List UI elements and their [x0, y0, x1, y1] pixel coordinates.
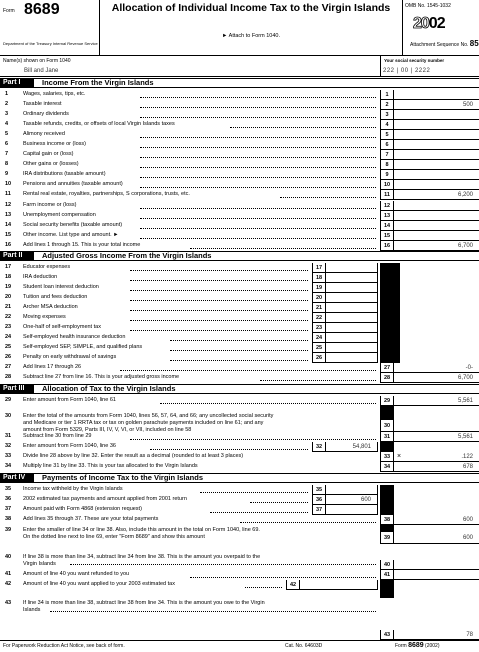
- omb-number: OMB No. 1545-1032: [405, 3, 451, 9]
- empty-amount-area: [380, 263, 479, 363]
- shaded-block: [380, 406, 394, 420]
- line-text: Self-employed SEP, SIMPLE, and qualified plans: [23, 344, 143, 350]
- attach-note: ► Attach to Form 1040.: [221, 33, 281, 39]
- line-text: Alimony received: [23, 131, 65, 137]
- dot-leader: [130, 310, 308, 311]
- line-text: Divide line 28 above by line 32. Enter the result as a decimal (rounded to at least 3 places): [23, 453, 244, 459]
- line-number: 24: [5, 334, 12, 340]
- line-number-box: 5: [380, 130, 394, 140]
- line-number-box: 13: [380, 211, 394, 221]
- line-text: Subtract line 27 from line 16. This is your adjusted gross income: [23, 374, 180, 380]
- line-amount-field[interactable]: [326, 323, 378, 333]
- line-text: Enter the total of the amounts from Form 1040, lines 56, 57, 64, and 66; any uncollected social security: [23, 413, 274, 419]
- line-number-box: 39: [380, 532, 394, 544]
- line-amount-field[interactable]: [326, 303, 378, 313]
- line-text: Pensions and annuities (taxable amount): [23, 181, 123, 187]
- line-text: Rental real estate, royalties, partnerships, S corporations, trusts, etc.: [23, 191, 190, 197]
- part-label: Part IV: [0, 474, 34, 482]
- line-number-box: 12: [380, 201, 394, 211]
- part-label: Part I: [0, 79, 34, 87]
- line-text: IRA distributions (taxable amount): [23, 171, 106, 177]
- line-amount-field[interactable]: [394, 221, 479, 231]
- dot-leader: [200, 492, 308, 493]
- line-number-box: 17: [312, 263, 326, 273]
- line-text: IRA deduction: [23, 274, 58, 280]
- line-number: 9: [5, 171, 9, 177]
- dot-leader: [130, 270, 308, 271]
- line-text: Capital gain or (loss): [23, 151, 74, 157]
- line-number: 31: [5, 433, 12, 439]
- line-amount-field[interactable]: 678: [394, 462, 479, 472]
- line-text: Unemployment compensation: [23, 212, 96, 218]
- line-number-box: 36: [312, 495, 326, 505]
- line-number-box: 29: [380, 396, 394, 406]
- dot-leader: [160, 403, 376, 404]
- line-text: and Medicare or tier 1 RRTA tax or tax on golden parachute payments included on line 61; and any: [23, 420, 264, 426]
- dot-leader: [190, 577, 376, 578]
- part-header[interactable]: [0, 473, 479, 483]
- shaded-block: [380, 580, 394, 598]
- dot-leader: [130, 439, 376, 440]
- line-number-box: 19: [312, 283, 326, 293]
- line-text: Amount paid with Form 4868 (extension request): [23, 506, 142, 512]
- line-number-box: 41: [380, 570, 394, 580]
- line-number: 4: [5, 121, 9, 127]
- line-number: 30: [5, 413, 12, 419]
- dot-leader: [230, 127, 376, 128]
- line-amount-field[interactable]: [394, 160, 479, 170]
- line-number-box: 27: [380, 363, 394, 373]
- form-label: Form: [3, 8, 15, 14]
- dot-leader: [140, 177, 376, 178]
- line-number-box: 35: [312, 485, 326, 495]
- line-number-box: 4: [380, 120, 394, 130]
- line-text: Multiply line 31 by line 33. This is your tax allocated to the Virgin Islands: [23, 463, 198, 469]
- line-text: Educator expenses: [23, 264, 71, 270]
- line-amount-field[interactable]: [394, 90, 479, 100]
- line-amount-field[interactable]: [326, 505, 378, 515]
- line-text: Ordinary dividends: [23, 111, 69, 117]
- line-number-box: 8: [380, 160, 394, 170]
- line-number-box: 20: [312, 293, 326, 303]
- line-number-box: 18: [312, 273, 326, 283]
- line-text: Income tax withheld by the Virgin Islands: [23, 486, 123, 492]
- line-amount-field[interactable]: [326, 273, 378, 283]
- line-amount-field[interactable]: [394, 130, 479, 140]
- line-amount-field[interactable]: 5,561: [394, 396, 479, 406]
- dot-leader: [140, 117, 376, 118]
- dot-leader: [260, 380, 376, 381]
- paperwork-notice: For Paperwork Reduction Act Notice, see back of form.: [3, 643, 125, 649]
- line-text: If line 34 is more than line 38, subtract line 38 from line 34. This is the amount you owe to the Virgin: [23, 600, 265, 606]
- line-amount-field[interactable]: [394, 211, 479, 221]
- footer-form-id: Form 8689 (2002): [395, 642, 440, 649]
- line-number: 33: [5, 453, 12, 459]
- dot-leader: [140, 157, 376, 158]
- ssn-field[interactable]: 222 | 00 | 2222: [383, 68, 431, 74]
- dot-leader: [150, 449, 308, 450]
- line-number: 11: [5, 191, 11, 197]
- line-text: amount from Form 5329, Parts III, IV, V, VI, or VII, included on line 58: [23, 427, 192, 433]
- line-amount-field[interactable]: [394, 570, 479, 580]
- line-text: Taxable refunds, credits, or offsets of local Virgin Islands taxes: [23, 121, 175, 127]
- line-number-box: 22: [312, 313, 326, 323]
- line-amount-field[interactable]: [326, 283, 378, 293]
- line-amount-field[interactable]: [394, 120, 479, 130]
- ssn-box: [380, 56, 479, 77]
- part-label: Part III: [0, 385, 34, 393]
- dot-leader: [240, 522, 376, 523]
- dot-leader: [130, 290, 308, 291]
- part-title: Allocation of Tax to the Virgin Islands: [42, 384, 176, 393]
- line-number-box: 10: [380, 180, 394, 190]
- dot-leader: [140, 208, 376, 209]
- line-text: Add lines 17 through 26: [23, 364, 82, 370]
- line-number: 14: [5, 222, 12, 228]
- line-number-box: 31: [380, 432, 394, 442]
- line-text: Business income or (loss): [23, 141, 86, 147]
- part-header[interactable]: [0, 251, 479, 261]
- line-number: 26: [5, 354, 12, 360]
- dot-leader: [140, 238, 376, 239]
- tax-year: 2002: [413, 15, 445, 32]
- line-number: 10: [5, 181, 12, 187]
- line-text: Add lines 1 through 15. This is your total income: [23, 242, 141, 248]
- line-number: 40: [5, 554, 12, 560]
- line-number: 2: [5, 101, 9, 107]
- line-number-box: 23: [312, 323, 326, 333]
- line-number: 35: [5, 486, 12, 492]
- line-amount-field[interactable]: [394, 140, 479, 150]
- line-number: 41: [5, 571, 12, 577]
- line-number: 36: [5, 496, 12, 502]
- line-text: One-half of self-employment tax: [23, 324, 101, 330]
- shaded-block: [380, 485, 394, 515]
- line-amount-field[interactable]: [394, 201, 479, 211]
- part-header[interactable]: [0, 384, 479, 394]
- line-text: Amount of line 40 you want applied to your 2003 estimated tax: [23, 581, 175, 587]
- line-number: 3: [5, 111, 9, 117]
- line-number-box: 40: [380, 560, 394, 570]
- line-amount-field[interactable]: [326, 263, 378, 273]
- line-number-box: 25: [312, 343, 326, 353]
- line-text: Other income. List type and amount. ►: [23, 232, 119, 238]
- dot-leader: [140, 97, 376, 98]
- dot-leader: [130, 320, 308, 321]
- line-amount-field[interactable]: 78: [394, 630, 479, 640]
- line-number: 21: [5, 304, 12, 310]
- line-text: Student loan interest deduction: [23, 284, 99, 290]
- line-number-box: 34: [380, 462, 394, 472]
- line-amount-field[interactable]: 5,561: [394, 432, 479, 442]
- line-number: 5: [5, 131, 9, 137]
- line-amount-field[interactable]: [326, 353, 378, 363]
- part-header[interactable]: [0, 78, 479, 88]
- line-number: 23: [5, 324, 12, 330]
- attachment-sequence: Attachment Sequence No. 85: [410, 39, 479, 48]
- dot-leader: [170, 350, 308, 351]
- line-number: 8: [5, 161, 9, 167]
- line-number: 1: [5, 91, 9, 97]
- line-number: 42: [5, 581, 12, 587]
- line-text: Archer MSA deduction: [23, 304, 78, 310]
- line-number: 38: [5, 516, 12, 522]
- line-number: 7: [5, 151, 9, 157]
- line-amount-field[interactable]: [394, 110, 479, 120]
- line-number: 16: [5, 242, 12, 248]
- line-number-box: 9: [380, 170, 394, 180]
- line-text: Farm income or (loss): [23, 202, 77, 208]
- shaded-block: [380, 442, 394, 452]
- line-number: 15: [5, 232, 12, 238]
- line-number-box: 43: [380, 630, 394, 640]
- line-number-box: 16: [380, 241, 394, 251]
- line-text: Penalty on early withdrawal of savings: [23, 354, 117, 360]
- line-number-box: 7: [380, 150, 394, 160]
- line-text: On the dotted line next to line 69, enter "Form 8689" and show this amount: [23, 534, 205, 540]
- line-number: 37: [5, 506, 12, 512]
- ssn-label: Your social security number: [384, 58, 445, 63]
- line-number: 18: [5, 274, 12, 280]
- line-text: Enter amount from Form 1040, line 61: [23, 397, 116, 403]
- dot-leader: [190, 248, 376, 249]
- dot-leader: [140, 218, 376, 219]
- line-number-box: 6: [380, 140, 394, 150]
- line-number-box: 33: [380, 452, 394, 462]
- line-text: Tuition and fees deduction: [23, 294, 88, 300]
- dot-leader: [140, 147, 376, 148]
- line-text: Islands: [23, 607, 41, 613]
- form-title: Allocation of Individual Income Tax to the Virgin Islands: [111, 2, 391, 14]
- dot-leader: [140, 228, 376, 229]
- line-text: Add lines 35 through 37. These are your total payments: [23, 516, 159, 522]
- form-id-block: [0, 0, 100, 56]
- line-text: Enter amount from Form 1040, line 36: [23, 443, 116, 449]
- line-amount-field[interactable]: .122: [394, 452, 479, 462]
- department-text: Department of the Treasury Internal Revenue Service: [3, 41, 98, 46]
- dot-leader: [140, 187, 376, 188]
- line-number-box: 14: [380, 221, 394, 231]
- dot-leader: [170, 340, 308, 341]
- line-number: 27: [5, 364, 12, 370]
- part-label: Part II: [0, 252, 34, 260]
- name-field[interactable]: Bill and Jane: [24, 68, 59, 74]
- line-number-box: 26: [312, 353, 326, 363]
- line-amount-field[interactable]: [394, 180, 479, 190]
- line-number-box: 24: [312, 333, 326, 343]
- line-number: 29: [5, 397, 12, 403]
- multiply-sign: ×: [397, 453, 402, 460]
- line-number: 39: [5, 527, 12, 533]
- line-text: Enter the smaller of line 34 or line 38. Also, include this amount in the total on Form 1040, line 69.: [23, 527, 260, 533]
- line-amount-field[interactable]: [326, 343, 378, 353]
- line-amount-field[interactable]: 600: [326, 495, 378, 505]
- line-number-box: 38: [380, 515, 394, 525]
- line-number: 28: [5, 374, 12, 380]
- name-row: [0, 56, 479, 77]
- shaded-block: [380, 525, 394, 532]
- line-number-box: 2: [380, 100, 394, 110]
- line-number: 13: [5, 212, 12, 218]
- line-amount-field[interactable]: -0-: [394, 363, 479, 373]
- line-text: Self-employed health insurance deduction: [23, 334, 126, 340]
- line-number-box: 28: [380, 373, 394, 383]
- dot-leader: [140, 107, 376, 108]
- line-text: Other gains or (losses): [23, 161, 79, 167]
- line-number: 17: [5, 264, 12, 270]
- dot-leader: [130, 330, 308, 331]
- dot-leader: [245, 587, 282, 588]
- line-text: Subtract line 30 from line 29: [23, 433, 92, 439]
- line-amount-field[interactable]: [326, 293, 378, 303]
- dot-leader: [130, 280, 308, 281]
- line-number: 43: [5, 600, 12, 606]
- line-number-box: 3: [380, 110, 394, 120]
- line-number-box: 1: [380, 90, 394, 100]
- line-text: Virgin Islands: [23, 561, 56, 567]
- line-number: 12: [5, 202, 12, 208]
- line-number-box: 15: [380, 231, 394, 241]
- line-number: 6: [5, 141, 9, 147]
- line-amount-field[interactable]: 600: [394, 532, 479, 544]
- line-number-box: 30: [380, 420, 394, 432]
- line-amount-field[interactable]: 6,200: [394, 190, 479, 200]
- form-footer: [0, 640, 479, 652]
- line-number-box: 32: [312, 442, 326, 452]
- form-number: 8689: [24, 1, 60, 18]
- line-number-box: 21: [312, 303, 326, 313]
- line-text: Wages, salaries, tips, etc.: [23, 91, 86, 97]
- dot-leader: [250, 502, 308, 503]
- line-number: 25: [5, 344, 12, 350]
- dot-leader: [50, 611, 376, 612]
- dot-leader: [170, 360, 308, 361]
- line-amount-field[interactable]: 600: [394, 515, 479, 525]
- line-amount-field[interactable]: 54,801: [326, 442, 378, 452]
- part-title: Adjusted Gross Income From the Virgin Islands: [42, 251, 212, 260]
- part-title: Income From the Virgin Islands: [42, 78, 154, 87]
- line-number-box: 11: [380, 190, 394, 200]
- line-number: 22: [5, 314, 12, 320]
- line-number: 20: [5, 294, 12, 300]
- catalog-number: Cat. No. 64603D: [285, 643, 323, 649]
- dot-leader: [120, 370, 376, 371]
- line-number-box: 37: [312, 505, 326, 515]
- line-amount-field[interactable]: 500: [394, 100, 479, 110]
- line-amount-field[interactable]: [394, 170, 479, 180]
- line-amount-field[interactable]: 6,700: [394, 241, 479, 251]
- line-number: 19: [5, 284, 12, 290]
- line-number: 34: [5, 463, 12, 469]
- line-text: 2002 estimated tax payments and amount applied from 2001 return: [23, 496, 187, 502]
- form-header: [0, 0, 479, 56]
- line-amount-field[interactable]: [326, 313, 378, 323]
- dot-leader: [140, 167, 376, 168]
- dot-leader: [130, 300, 308, 301]
- line-amount-field[interactable]: [394, 420, 479, 432]
- line-amount-field[interactable]: 6,700: [394, 373, 479, 383]
- line-amount-field[interactable]: [394, 560, 479, 570]
- line-number-box: 42: [286, 580, 300, 590]
- line-amount-field[interactable]: [326, 333, 378, 343]
- dot-leader: [140, 137, 376, 138]
- line-amount-field[interactable]: [394, 150, 479, 160]
- line-amount-field[interactable]: [326, 485, 378, 495]
- line-text: Amount of line 40 you want refunded to you: [23, 571, 130, 577]
- line-number: 32: [5, 443, 12, 449]
- dot-leader: [210, 512, 308, 513]
- dot-leader: [280, 197, 376, 198]
- line-text: Taxable interest: [23, 101, 62, 107]
- line-amount-field[interactable]: [300, 580, 378, 590]
- part-title: Payments of Income Tax to the Virgin Islands: [42, 473, 204, 482]
- line-text: Moving expenses: [23, 314, 66, 320]
- name-label: Name(s) shown on Form 1040: [3, 58, 71, 64]
- line-amount-field[interactable]: [394, 231, 479, 241]
- line-text: If line 38 is more than line 34, subtract line 34 from line 38. This is the amount you overpaid to the: [23, 554, 261, 560]
- line-text: Social security benefits (taxable amount): [23, 222, 123, 228]
- dot-leader: [70, 564, 376, 565]
